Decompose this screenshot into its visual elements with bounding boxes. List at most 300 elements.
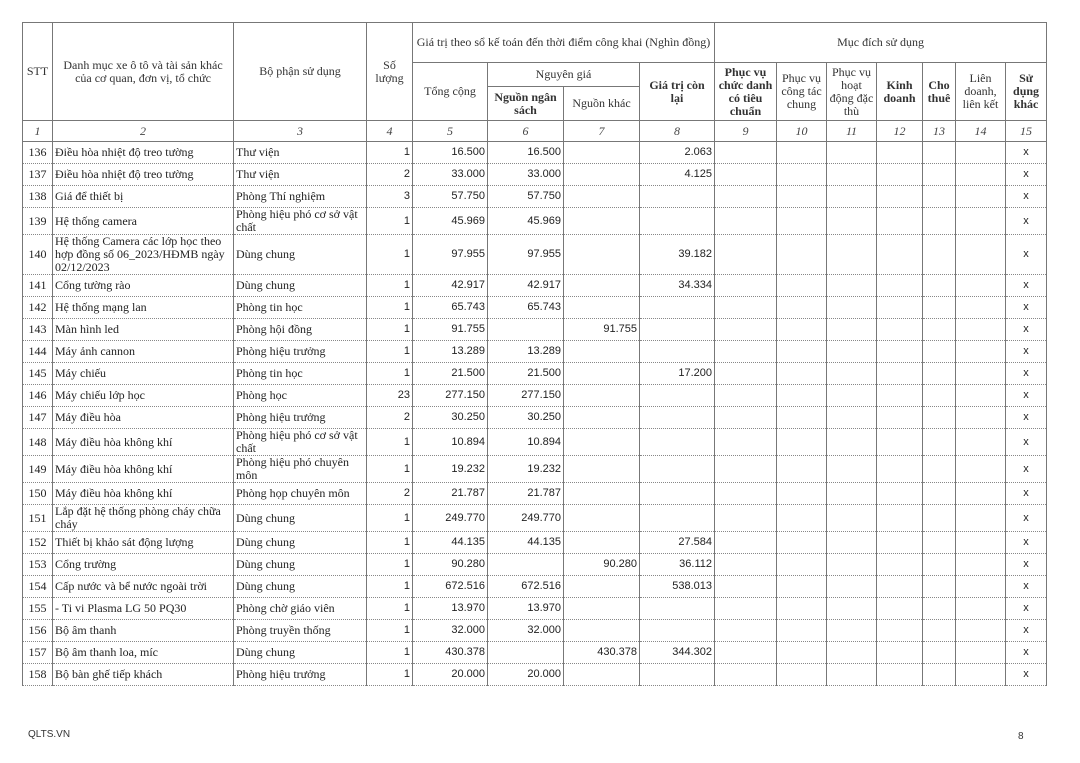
cell-department: Phòng hiệu trưởng: [234, 407, 367, 429]
cell-budget-source: 672.516: [488, 576, 564, 598]
cell-p12: [877, 186, 923, 208]
cell-remaining-value: [640, 407, 715, 429]
cell-asset-name: Cấp nước và bể nước ngoài trời: [53, 576, 234, 598]
column-index: 7: [564, 121, 640, 142]
cell-p15: x: [1006, 164, 1047, 186]
cell-total: 13.289: [413, 341, 488, 363]
cell-p11: [827, 235, 877, 275]
cell-p14: [956, 142, 1006, 164]
cell-total: 21.500: [413, 363, 488, 385]
cell-total: 13.970: [413, 598, 488, 620]
table-row: [23, 620, 1047, 642]
cell-p11: [827, 598, 877, 620]
cell-quantity: 1: [367, 554, 413, 576]
cell-budget-source: 21.500: [488, 363, 564, 385]
cell-quantity: 1: [367, 664, 413, 686]
table-row: [23, 598, 1047, 620]
cell-stt: 144: [23, 341, 53, 363]
cell-p12: [877, 407, 923, 429]
cell-department: Phòng hội đồng: [234, 319, 367, 341]
cell-p9: [715, 429, 777, 456]
header-remaining-value: Giá trị còn lại: [640, 63, 715, 121]
cell-p12: [877, 483, 923, 505]
cell-p9: [715, 319, 777, 341]
cell-p10: [777, 341, 827, 363]
cell-quantity: 1: [367, 505, 413, 532]
cell-asset-name: Bộ âm thanh: [53, 620, 234, 642]
cell-p13: [923, 456, 956, 483]
cell-p9: [715, 664, 777, 686]
cell-p9: [715, 208, 777, 235]
cell-other-source: [564, 142, 640, 164]
cell-p10: [777, 429, 827, 456]
header-p12: Kinh doanh: [877, 63, 923, 121]
cell-p10: [777, 385, 827, 407]
cell-asset-name: Điều hòa nhiệt độ treo tường: [53, 164, 234, 186]
table-row: [23, 275, 1047, 297]
cell-department: Dùng chung: [234, 235, 367, 275]
cell-other-source: [564, 164, 640, 186]
cell-asset-name: Màn hình led: [53, 319, 234, 341]
cell-quantity: 3: [367, 186, 413, 208]
cell-p12: [877, 642, 923, 664]
cell-total: 21.787: [413, 483, 488, 505]
cell-department: Dùng chung: [234, 275, 367, 297]
cell-p13: [923, 429, 956, 456]
cell-quantity: 1: [367, 429, 413, 456]
cell-p9: [715, 235, 777, 275]
cell-p14: [956, 429, 1006, 456]
table-row: [23, 483, 1047, 505]
cell-p15: x: [1006, 483, 1047, 505]
cell-p13: [923, 483, 956, 505]
cell-p15: x: [1006, 385, 1047, 407]
cell-p10: [777, 664, 827, 686]
cell-p9: [715, 341, 777, 363]
cell-quantity: 1: [367, 208, 413, 235]
column-index: 4: [367, 121, 413, 142]
cell-stt: 141: [23, 275, 53, 297]
cell-p9: [715, 164, 777, 186]
cell-p12: [877, 341, 923, 363]
cell-budget-source: 20.000: [488, 664, 564, 686]
cell-p13: [923, 407, 956, 429]
cell-quantity: 1: [367, 319, 413, 341]
cell-p10: [777, 483, 827, 505]
column-index: 11: [827, 121, 877, 142]
cell-other-source: [564, 483, 640, 505]
cell-p13: [923, 620, 956, 642]
cell-other-source: [564, 456, 640, 483]
cell-p12: [877, 456, 923, 483]
cell-remaining-value: [640, 483, 715, 505]
cell-p11: [827, 275, 877, 297]
cell-p15: x: [1006, 319, 1047, 341]
cell-p13: [923, 186, 956, 208]
cell-p15: x: [1006, 505, 1047, 532]
cell-p11: [827, 186, 877, 208]
cell-p13: [923, 208, 956, 235]
cell-p12: [877, 598, 923, 620]
table-body: [23, 142, 1047, 686]
cell-quantity: 2: [367, 407, 413, 429]
cell-remaining-value: [640, 620, 715, 642]
cell-other-source: 90.280: [564, 554, 640, 576]
cell-department: Phòng hiệu trưởng: [234, 341, 367, 363]
cell-p9: [715, 385, 777, 407]
cell-p10: [777, 208, 827, 235]
cell-p10: [777, 532, 827, 554]
header-p14: Liên doanh, liên kết: [956, 63, 1006, 121]
cell-p14: [956, 532, 1006, 554]
cell-p9: [715, 576, 777, 598]
cell-p12: [877, 385, 923, 407]
cell-asset-name: Cổng trường: [53, 554, 234, 576]
table-row: [23, 664, 1047, 686]
cell-p15: x: [1006, 275, 1047, 297]
cell-asset-name: Máy điều hòa không khí: [53, 483, 234, 505]
cell-p10: [777, 598, 827, 620]
cell-remaining-value: 27.584: [640, 532, 715, 554]
column-index: 14: [956, 121, 1006, 142]
cell-asset-name: - Ti vi Plasma LG 50 PQ30: [53, 598, 234, 620]
header-value-group: Giá trị theo sổ kế toán đến thời điểm công khai (Nghìn đồng): [413, 23, 715, 63]
cell-stt: 143: [23, 319, 53, 341]
header-p9: Phục vụ chức danh có tiêu chuẩn: [715, 63, 777, 121]
cell-p11: [827, 208, 877, 235]
cell-other-source: [564, 505, 640, 532]
cell-department: Phòng hiệu phó chuyên môn: [234, 456, 367, 483]
cell-p9: [715, 505, 777, 532]
cell-quantity: 2: [367, 164, 413, 186]
cell-budget-source: 13.970: [488, 598, 564, 620]
cell-total: 277.150: [413, 385, 488, 407]
cell-p11: [827, 341, 877, 363]
cell-p11: [827, 664, 877, 686]
cell-other-source: [564, 532, 640, 554]
cell-department: Phòng học: [234, 385, 367, 407]
cell-p11: [827, 456, 877, 483]
cell-stt: 138: [23, 186, 53, 208]
cell-quantity: 1: [367, 341, 413, 363]
header-p10: Phục vụ công tác chung: [777, 63, 827, 121]
header-other-source: Nguồn khác: [564, 87, 640, 121]
cell-other-source: [564, 598, 640, 620]
table-row: [23, 142, 1047, 164]
cell-p12: [877, 208, 923, 235]
cell-p14: [956, 483, 1006, 505]
cell-stt: 148: [23, 429, 53, 456]
cell-stt: 145: [23, 363, 53, 385]
cell-other-source: [564, 385, 640, 407]
cell-department: Phòng Thí nghiệm: [234, 186, 367, 208]
cell-budget-source: 277.150: [488, 385, 564, 407]
cell-other-source: [564, 297, 640, 319]
table-row: [23, 554, 1047, 576]
cell-remaining-value: [640, 598, 715, 620]
cell-budget-source: 30.250: [488, 407, 564, 429]
table-row: [23, 319, 1047, 341]
cell-p14: [956, 297, 1006, 319]
cell-p11: [827, 483, 877, 505]
cell-remaining-value: 344.302: [640, 642, 715, 664]
cell-total: 45.969: [413, 208, 488, 235]
cell-p9: [715, 598, 777, 620]
cell-p13: [923, 532, 956, 554]
cell-p14: [956, 363, 1006, 385]
cell-p10: [777, 275, 827, 297]
cell-department: Dùng chung: [234, 554, 367, 576]
cell-p11: [827, 297, 877, 319]
header-stt: STT: [23, 23, 53, 121]
cell-budget-source: [488, 554, 564, 576]
cell-p13: [923, 664, 956, 686]
cell-p14: [956, 456, 1006, 483]
header-original-price: Nguyên giá: [488, 63, 640, 87]
cell-p11: [827, 620, 877, 642]
cell-p13: [923, 235, 956, 275]
cell-p9: [715, 297, 777, 319]
cell-p15: x: [1006, 407, 1047, 429]
cell-remaining-value: [640, 297, 715, 319]
table-row: [23, 385, 1047, 407]
cell-p15: x: [1006, 456, 1047, 483]
cell-p14: [956, 164, 1006, 186]
header-p11: Phục vụ hoạt động đặc thù: [827, 63, 877, 121]
cell-p14: [956, 385, 1006, 407]
cell-p11: [827, 363, 877, 385]
cell-p14: [956, 186, 1006, 208]
cell-p11: [827, 576, 877, 598]
column-index: 5: [413, 121, 488, 142]
cell-p12: [877, 532, 923, 554]
column-index: 9: [715, 121, 777, 142]
cell-total: 44.135: [413, 532, 488, 554]
header-p15: Sử dụng khác: [1006, 63, 1047, 121]
cell-p15: x: [1006, 142, 1047, 164]
cell-asset-name: Bộ bàn ghế tiếp khách: [53, 664, 234, 686]
cell-stt: 149: [23, 456, 53, 483]
cell-p14: [956, 208, 1006, 235]
cell-p13: [923, 385, 956, 407]
cell-remaining-value: [640, 505, 715, 532]
cell-total: 430.378: [413, 642, 488, 664]
cell-stt: 152: [23, 532, 53, 554]
cell-asset-name: Điều hòa nhiệt độ treo tường: [53, 142, 234, 164]
table-row: [23, 642, 1047, 664]
cell-p10: [777, 297, 827, 319]
cell-department: Dùng chung: [234, 642, 367, 664]
column-index: 15: [1006, 121, 1047, 142]
cell-p12: [877, 297, 923, 319]
cell-p14: [956, 341, 1006, 363]
cell-budget-source: 44.135: [488, 532, 564, 554]
column-index: 13: [923, 121, 956, 142]
cell-p13: [923, 142, 956, 164]
cell-p10: [777, 164, 827, 186]
cell-p14: [956, 598, 1006, 620]
cell-stt: 158: [23, 664, 53, 686]
cell-total: 10.894: [413, 429, 488, 456]
cell-p11: [827, 319, 877, 341]
cell-asset-name: Lắp đặt hệ thống phòng cháy chữa cháy: [53, 505, 234, 532]
header-p13: Cho thuê: [923, 63, 956, 121]
cell-quantity: 1: [367, 456, 413, 483]
column-index: 12: [877, 121, 923, 142]
header-total: Tổng cộng: [413, 63, 488, 121]
cell-p13: [923, 642, 956, 664]
cell-budget-source: 16.500: [488, 142, 564, 164]
cell-quantity: 1: [367, 363, 413, 385]
cell-total: 19.232: [413, 456, 488, 483]
cell-quantity: 1: [367, 235, 413, 275]
cell-department: Phòng tin học: [234, 297, 367, 319]
cell-total: 32.000: [413, 620, 488, 642]
cell-asset-name: Thiết bị khảo sát động lượng: [53, 532, 234, 554]
cell-p10: [777, 576, 827, 598]
cell-p12: [877, 664, 923, 686]
cell-quantity: 1: [367, 142, 413, 164]
cell-department: Phòng họp chuyên môn: [234, 483, 367, 505]
cell-p11: [827, 385, 877, 407]
cell-p13: [923, 319, 956, 341]
page-number: 8: [1018, 731, 1024, 742]
column-index: 2: [53, 121, 234, 142]
table-header: [23, 23, 1047, 142]
cell-total: 57.750: [413, 186, 488, 208]
column-index: 1: [23, 121, 53, 142]
cell-p11: [827, 164, 877, 186]
cell-p14: [956, 620, 1006, 642]
cell-p10: [777, 456, 827, 483]
cell-p9: [715, 142, 777, 164]
cell-p15: x: [1006, 297, 1047, 319]
cell-p10: [777, 363, 827, 385]
cell-p12: [877, 319, 923, 341]
cell-total: 20.000: [413, 664, 488, 686]
cell-total: 249.770: [413, 505, 488, 532]
cell-budget-source: 42.917: [488, 275, 564, 297]
cell-remaining-value: 17.200: [640, 363, 715, 385]
cell-stt: 136: [23, 142, 53, 164]
cell-asset-name: Máy điều hòa: [53, 407, 234, 429]
cell-stt: 150: [23, 483, 53, 505]
cell-quantity: 1: [367, 620, 413, 642]
table-row: [23, 186, 1047, 208]
cell-budget-source: 13.289: [488, 341, 564, 363]
table-row: [23, 164, 1047, 186]
cell-other-source: [564, 429, 640, 456]
cell-p10: [777, 319, 827, 341]
cell-total: 30.250: [413, 407, 488, 429]
cell-quantity: 2: [367, 483, 413, 505]
cell-budget-source: 21.787: [488, 483, 564, 505]
cell-p9: [715, 642, 777, 664]
cell-quantity: 1: [367, 297, 413, 319]
cell-remaining-value: 4.125: [640, 164, 715, 186]
cell-asset-name: Máy điều hòa không khí: [53, 456, 234, 483]
cell-p15: x: [1006, 235, 1047, 275]
table-row: [23, 532, 1047, 554]
cell-total: 672.516: [413, 576, 488, 598]
cell-department: Phòng hiệu trưởng: [234, 664, 367, 686]
cell-remaining-value: 39.182: [640, 235, 715, 275]
cell-department: Phòng chờ giáo viên: [234, 598, 367, 620]
cell-budget-source: 57.750: [488, 186, 564, 208]
cell-p14: [956, 576, 1006, 598]
cell-p12: [877, 554, 923, 576]
cell-asset-name: Hệ thống Camera các lớp học theo hợp đồng số 06_2023/HĐMB ngày 02/12/2023: [53, 235, 234, 275]
cell-p9: [715, 186, 777, 208]
cell-p9: [715, 456, 777, 483]
cell-p11: [827, 407, 877, 429]
cell-other-source: [564, 275, 640, 297]
cell-p13: [923, 598, 956, 620]
cell-department: Thư viện: [234, 164, 367, 186]
cell-department: Dùng chung: [234, 505, 367, 532]
cell-p12: [877, 620, 923, 642]
table-row: [23, 576, 1047, 598]
cell-quantity: 23: [367, 385, 413, 407]
cell-stt: 155: [23, 598, 53, 620]
cell-budget-source: 65.743: [488, 297, 564, 319]
cell-other-source: [564, 576, 640, 598]
cell-total: 16.500: [413, 142, 488, 164]
cell-p13: [923, 297, 956, 319]
cell-total: 91.755: [413, 319, 488, 341]
cell-other-source: [564, 664, 640, 686]
table-row: [23, 407, 1047, 429]
cell-p11: [827, 532, 877, 554]
cell-p14: [956, 505, 1006, 532]
cell-p12: [877, 576, 923, 598]
cell-p12: [877, 429, 923, 456]
cell-p9: [715, 620, 777, 642]
cell-p13: [923, 554, 956, 576]
cell-p15: x: [1006, 208, 1047, 235]
header-quantity: Số lượng: [367, 23, 413, 121]
cell-other-source: [564, 341, 640, 363]
cell-department: Phòng hiệu phó cơ sở vật chất: [234, 208, 367, 235]
cell-other-source: [564, 363, 640, 385]
cell-p10: [777, 620, 827, 642]
cell-other-source: [564, 620, 640, 642]
table-row: [23, 363, 1047, 385]
cell-p15: x: [1006, 576, 1047, 598]
cell-stt: 146: [23, 385, 53, 407]
cell-budget-source: [488, 642, 564, 664]
cell-p10: [777, 407, 827, 429]
cell-p12: [877, 505, 923, 532]
table-row: [23, 297, 1047, 319]
cell-p11: [827, 429, 877, 456]
cell-other-source: 430.378: [564, 642, 640, 664]
cell-stt: 139: [23, 208, 53, 235]
cell-department: Phòng truyền thống: [234, 620, 367, 642]
cell-remaining-value: [640, 208, 715, 235]
cell-department: Dùng chung: [234, 576, 367, 598]
cell-p15: x: [1006, 620, 1047, 642]
cell-p13: [923, 275, 956, 297]
cell-remaining-value: [640, 385, 715, 407]
cell-p10: [777, 642, 827, 664]
cell-stt: 157: [23, 642, 53, 664]
cell-p12: [877, 164, 923, 186]
cell-p13: [923, 164, 956, 186]
table-row: [23, 235, 1047, 275]
header-name: Danh mục xe ô tô và tài sản khác của cơ quan, đơn vị, tổ chức: [53, 23, 234, 121]
cell-asset-name: Máy chiếu lớp học: [53, 385, 234, 407]
